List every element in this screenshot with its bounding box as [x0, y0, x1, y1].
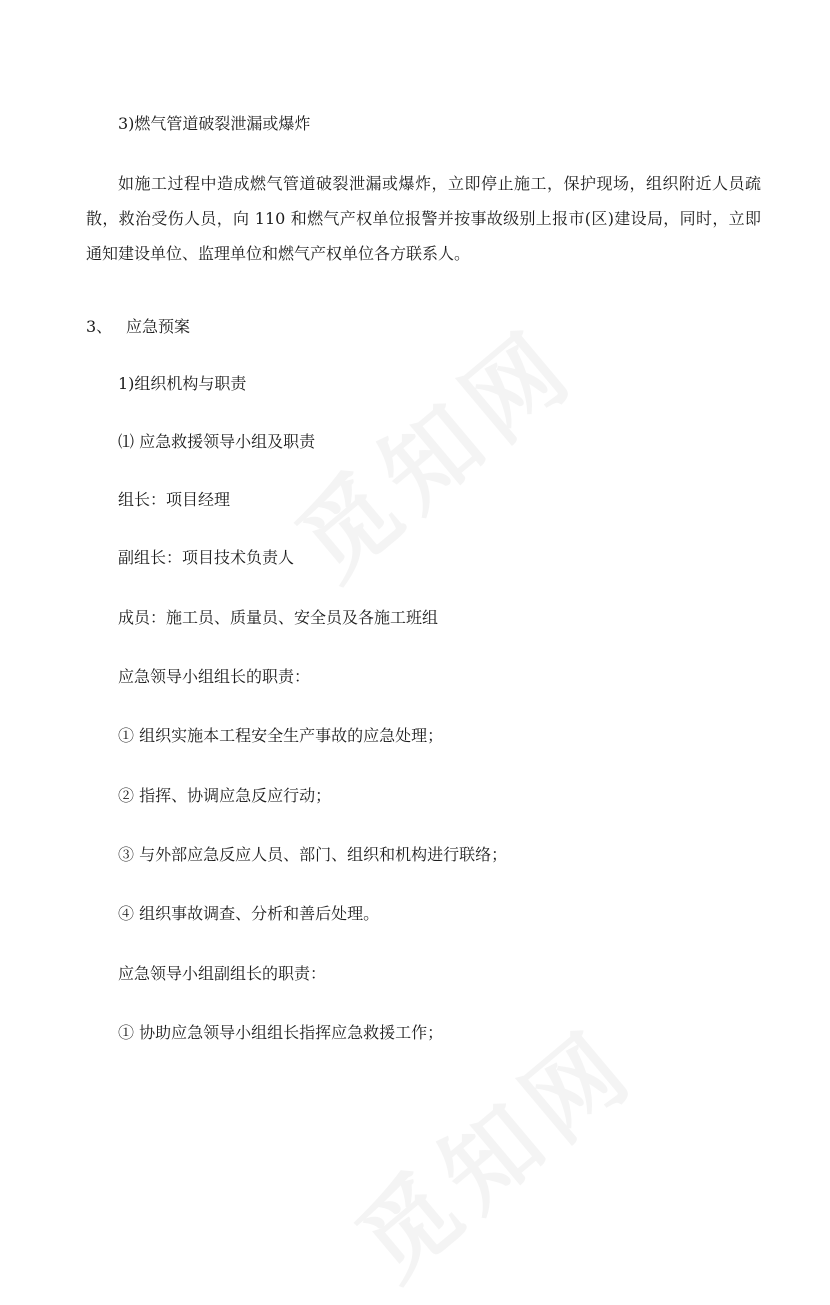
sub-heading-1: 1)组织机构与职责 — [118, 374, 247, 393]
leader-duty-item: ① 组织实施本工程安全生产事故的应急处理； — [118, 726, 444, 745]
gas-pipeline-paragraph: 如施工过程中造成燃气管道破裂泄漏或爆炸，立即停止施工，保护现场，组织附近人员疏散，救治受伤人员，向 110 和燃气产权单位报警并按事故级别上报市(区)建设局，同时，立即通知建设单位、监理单位和燃气产权单位各方联系人。 — [86, 174, 761, 263]
item-3-3-heading: 3)燃气管道破裂泄漏或爆炸 — [118, 114, 311, 133]
section-title: 应急预案 — [126, 317, 191, 336]
sub-heading-1-1: ⑴ 应急救援领导小组及职责 — [118, 432, 316, 451]
leader-duties-title: 应急领导小组组长的职责： — [118, 667, 311, 686]
deputy-duty-item: ① 协助应急领导小组组长指挥应急救援工作； — [118, 1023, 444, 1042]
leader-line: 组长：项目经理 — [118, 490, 231, 509]
deputy-line: 副组长：项目技术负责人 — [118, 548, 295, 567]
leader-duty-item: ③ 与外部应急反应人员、部门、组织和机构进行联络； — [118, 845, 508, 864]
deputy-duties-title: 应急领导小组副组长的职责： — [118, 964, 327, 983]
members-line: 成员：施工员、质量员、安全员及各施工班组 — [118, 608, 439, 627]
leader-duty-item: ④ 组织事故调查、分析和善后处理。 — [118, 904, 380, 923]
leader-duty-item: ② 指挥、协调应急反应行动； — [118, 786, 332, 805]
section-heading — [86, 317, 760, 337]
section-number: 3、 — [86, 317, 113, 336]
